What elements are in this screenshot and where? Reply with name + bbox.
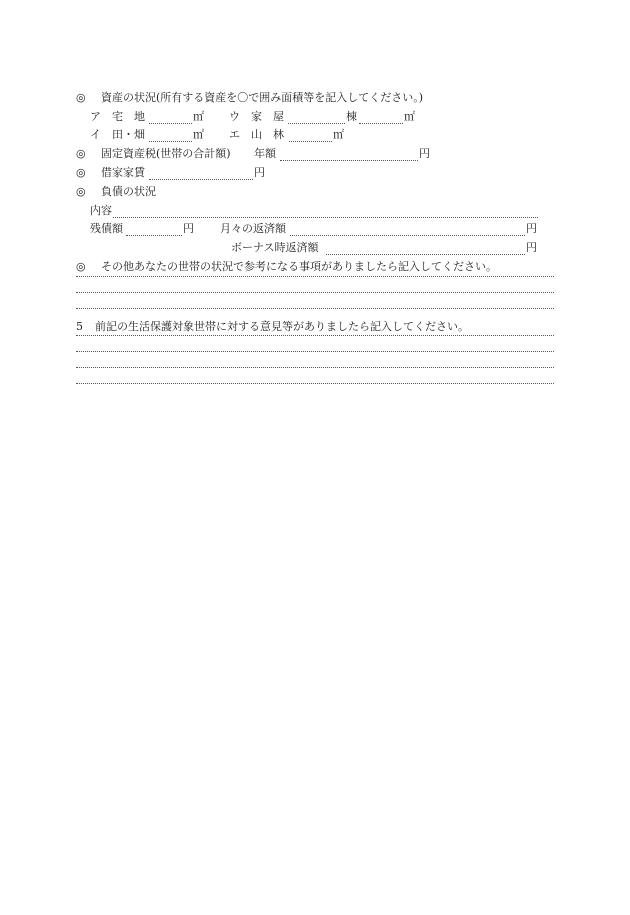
asset-u-count-unit: 棟 [346,110,357,123]
debt-content-label: 内容 [90,204,112,217]
tax-mark: ◎ [76,147,86,160]
other-mark: ◎ [76,260,86,273]
asset-u-area-field[interactable] [359,123,403,124]
asset-u-count-field[interactable] [288,123,345,124]
debt-content-field[interactable] [113,217,538,218]
tax-annual-field[interactable] [280,160,418,161]
debt-balance-unit: 円 [183,222,194,235]
asset-i-unit: ㎡ [193,128,204,141]
rent-field[interactable] [149,179,253,180]
tax-annual-label: 年額 [254,147,276,160]
debt-monthly-label: 月々の返済額 [220,222,286,235]
assets-heading: 資産の状況(所有する資産を〇で囲み面積等を記入してください。) [101,91,424,104]
asset-a-label: ア 宅 地 [90,110,145,123]
section5-line-2[interactable] [76,351,554,352]
debt-bonus-unit: 円 [526,241,537,254]
debt-balance-field[interactable] [126,235,182,236]
debt-balance-label: 残債額 [90,222,123,235]
debt-bonus-label: ボーナス時返済額 [231,241,319,254]
debt-mark: ◎ [76,185,86,198]
other-line-3[interactable] [76,308,554,309]
asset-a-area-field[interactable] [149,123,192,124]
asset-e-area-field[interactable] [289,141,332,142]
tax-unit: 円 [419,147,430,160]
rent-label: 借家家賃 [101,166,145,179]
section5-number: 5 [76,320,83,333]
section5-line-1[interactable] [76,335,554,336]
section5-line-3[interactable] [76,367,554,368]
asset-e-label: エ 山 林 [229,128,284,141]
tax-label: 固定資産税(世帯の合計額) [101,147,231,160]
debt-monthly-unit: 円 [526,222,537,235]
assets-heading-mark: ◎ [76,91,86,104]
other-line-1[interactable] [76,276,554,277]
asset-i-area-field[interactable] [149,141,192,142]
asset-a-unit: ㎡ [193,110,204,123]
rent-unit: 円 [254,166,265,179]
rent-mark: ◎ [76,166,86,179]
debt-monthly-field[interactable] [290,235,525,236]
debt-bonus-field[interactable] [326,254,525,255]
asset-e-unit: ㎡ [333,128,344,141]
debt-label: 負債の状況 [101,185,156,198]
section5-text: 前記の生活保護対象世帯に対する意見等がありましたら記入してください。 [95,320,469,333]
other-text: その他あなたの世帯の状況で参考になる事項がありましたら記入してください。 [101,260,497,273]
section5-line-4[interactable] [76,383,554,384]
asset-u-unit: ㎡ [404,110,415,123]
other-line-2[interactable] [76,292,554,293]
asset-i-label: イ 田・畑 [90,128,145,141]
asset-u-label: ウ 家 屋 [229,110,284,123]
